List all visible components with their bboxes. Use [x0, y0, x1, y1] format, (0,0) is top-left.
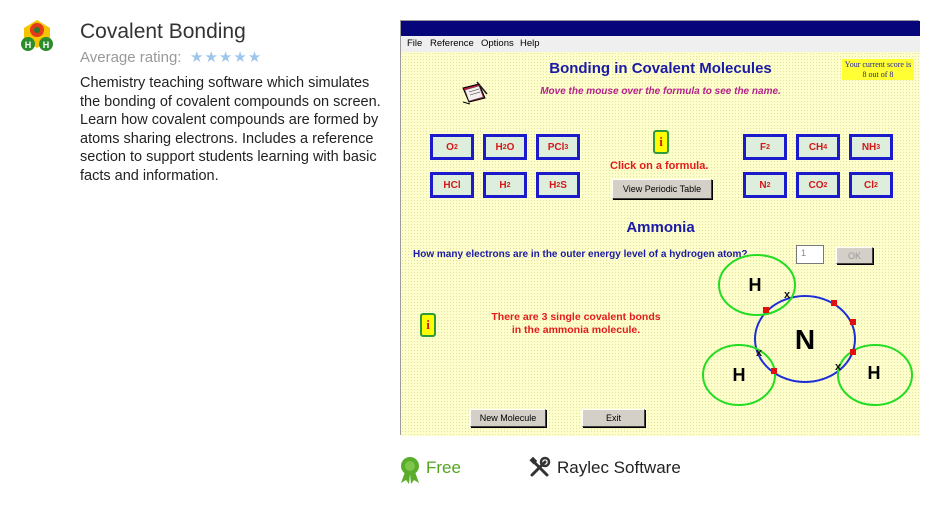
formula-hcl-button[interactable]: HCl — [430, 172, 474, 198]
formula-pcl3-button[interactable]: PCl 3 — [536, 134, 580, 160]
electron-h-top: x — [783, 289, 791, 301]
award-ribbon-icon — [400, 456, 420, 484]
electron-n-3 — [850, 319, 856, 325]
score-line-1: Your current score is — [844, 60, 912, 69]
atom-hydrogen-right: H — [867, 363, 881, 383]
app-screenshot — [400, 20, 919, 435]
formula-co2-button[interactable]: CO 2 — [796, 172, 840, 198]
atom-hydrogen-top: H — [748, 275, 762, 295]
price-label: Free — [426, 458, 461, 477]
question-text: How many electrons are in the outer energy level of a hydrogen atom? — [413, 249, 748, 260]
tools-icon — [529, 457, 550, 478]
formula-ch4-button[interactable]: CH 4 — [796, 134, 840, 160]
info-icon[interactable]: i — [653, 130, 669, 154]
electron-n-5 — [771, 368, 777, 374]
product-title: Covalent Bonding — [80, 20, 246, 43]
score-box — [842, 59, 914, 80]
menu-file[interactable]: File — [407, 38, 423, 49]
electron-n-2 — [831, 300, 837, 306]
bond-info-line-2: in the ammonia molecule. — [511, 324, 641, 336]
formula-h2-button[interactable]: H 2 — [483, 172, 527, 198]
electron-n-1 — [763, 307, 769, 313]
svg-text:H: H — [42, 40, 50, 50]
exit-button[interactable]: Exit — [582, 409, 645, 427]
app-logo-icon — [19, 18, 55, 54]
formula-h2o-button[interactable]: H 2 O — [483, 134, 527, 160]
electron-h-left: x — [755, 347, 763, 359]
electron-h-right: x — [834, 361, 842, 373]
app-content — [401, 52, 920, 436]
electron-n-4 — [850, 349, 856, 355]
formula-n2-button[interactable]: N 2 — [743, 172, 787, 198]
formula-nh3-button[interactable]: NH 3 — [849, 134, 893, 160]
window-titlebar — [401, 21, 920, 36]
molecule-name: Ammonia — [626, 219, 695, 236]
formula-o2-button[interactable]: O 2 — [430, 134, 474, 160]
click-prompt: Click on a formula. — [610, 160, 709, 172]
ammonia-bond-diagram — [701, 275, 920, 437]
product-description: Chemistry teaching software which simulates the bonding of covalent compounds on screen. Learn how covalent compounds are formed by atoms sharing electrons. Includes a reference section to support students learning with basic facts and information. — [80, 75, 381, 184]
publisher-name: Raylec Software — [557, 458, 681, 477]
menu-bar — [401, 36, 920, 52]
bond-info-text — [461, 311, 691, 337]
view-periodic-table-button[interactable]: View Periodic Table — [612, 179, 712, 199]
score-line-2: 8 out of 8 — [862, 69, 894, 79]
formula-h2s-button[interactable]: H 2 S — [536, 172, 580, 198]
main-heading: Bonding in Covalent Molecules — [549, 60, 772, 77]
instruction-text: Move the mouse over the formula to see the name. — [540, 86, 781, 97]
formula-f2-button[interactable]: F 2 — [743, 134, 787, 160]
atom-hydrogen-left: H — [732, 365, 746, 385]
rating-label: Average rating: — [80, 49, 182, 66]
rating-stars: ★★★★★ — [190, 49, 263, 66]
atom-nitrogen: N — [794, 324, 816, 355]
menu-options[interactable]: Options — [481, 38, 514, 49]
ok-button[interactable]: OK — [836, 247, 873, 264]
new-molecule-button[interactable]: New Molecule — [470, 409, 546, 427]
menu-reference[interactable]: Reference — [430, 38, 474, 49]
formula-cl2-button[interactable]: Cl 2 — [849, 172, 893, 198]
answer-input[interactable]: 1 — [796, 245, 824, 264]
menu-help[interactable]: Help — [520, 38, 540, 49]
bond-info-icon[interactable]: i — [420, 313, 436, 337]
bond-info-line-1: There are 3 single covalent bonds — [491, 311, 661, 323]
svg-text:H: H — [24, 40, 32, 50]
